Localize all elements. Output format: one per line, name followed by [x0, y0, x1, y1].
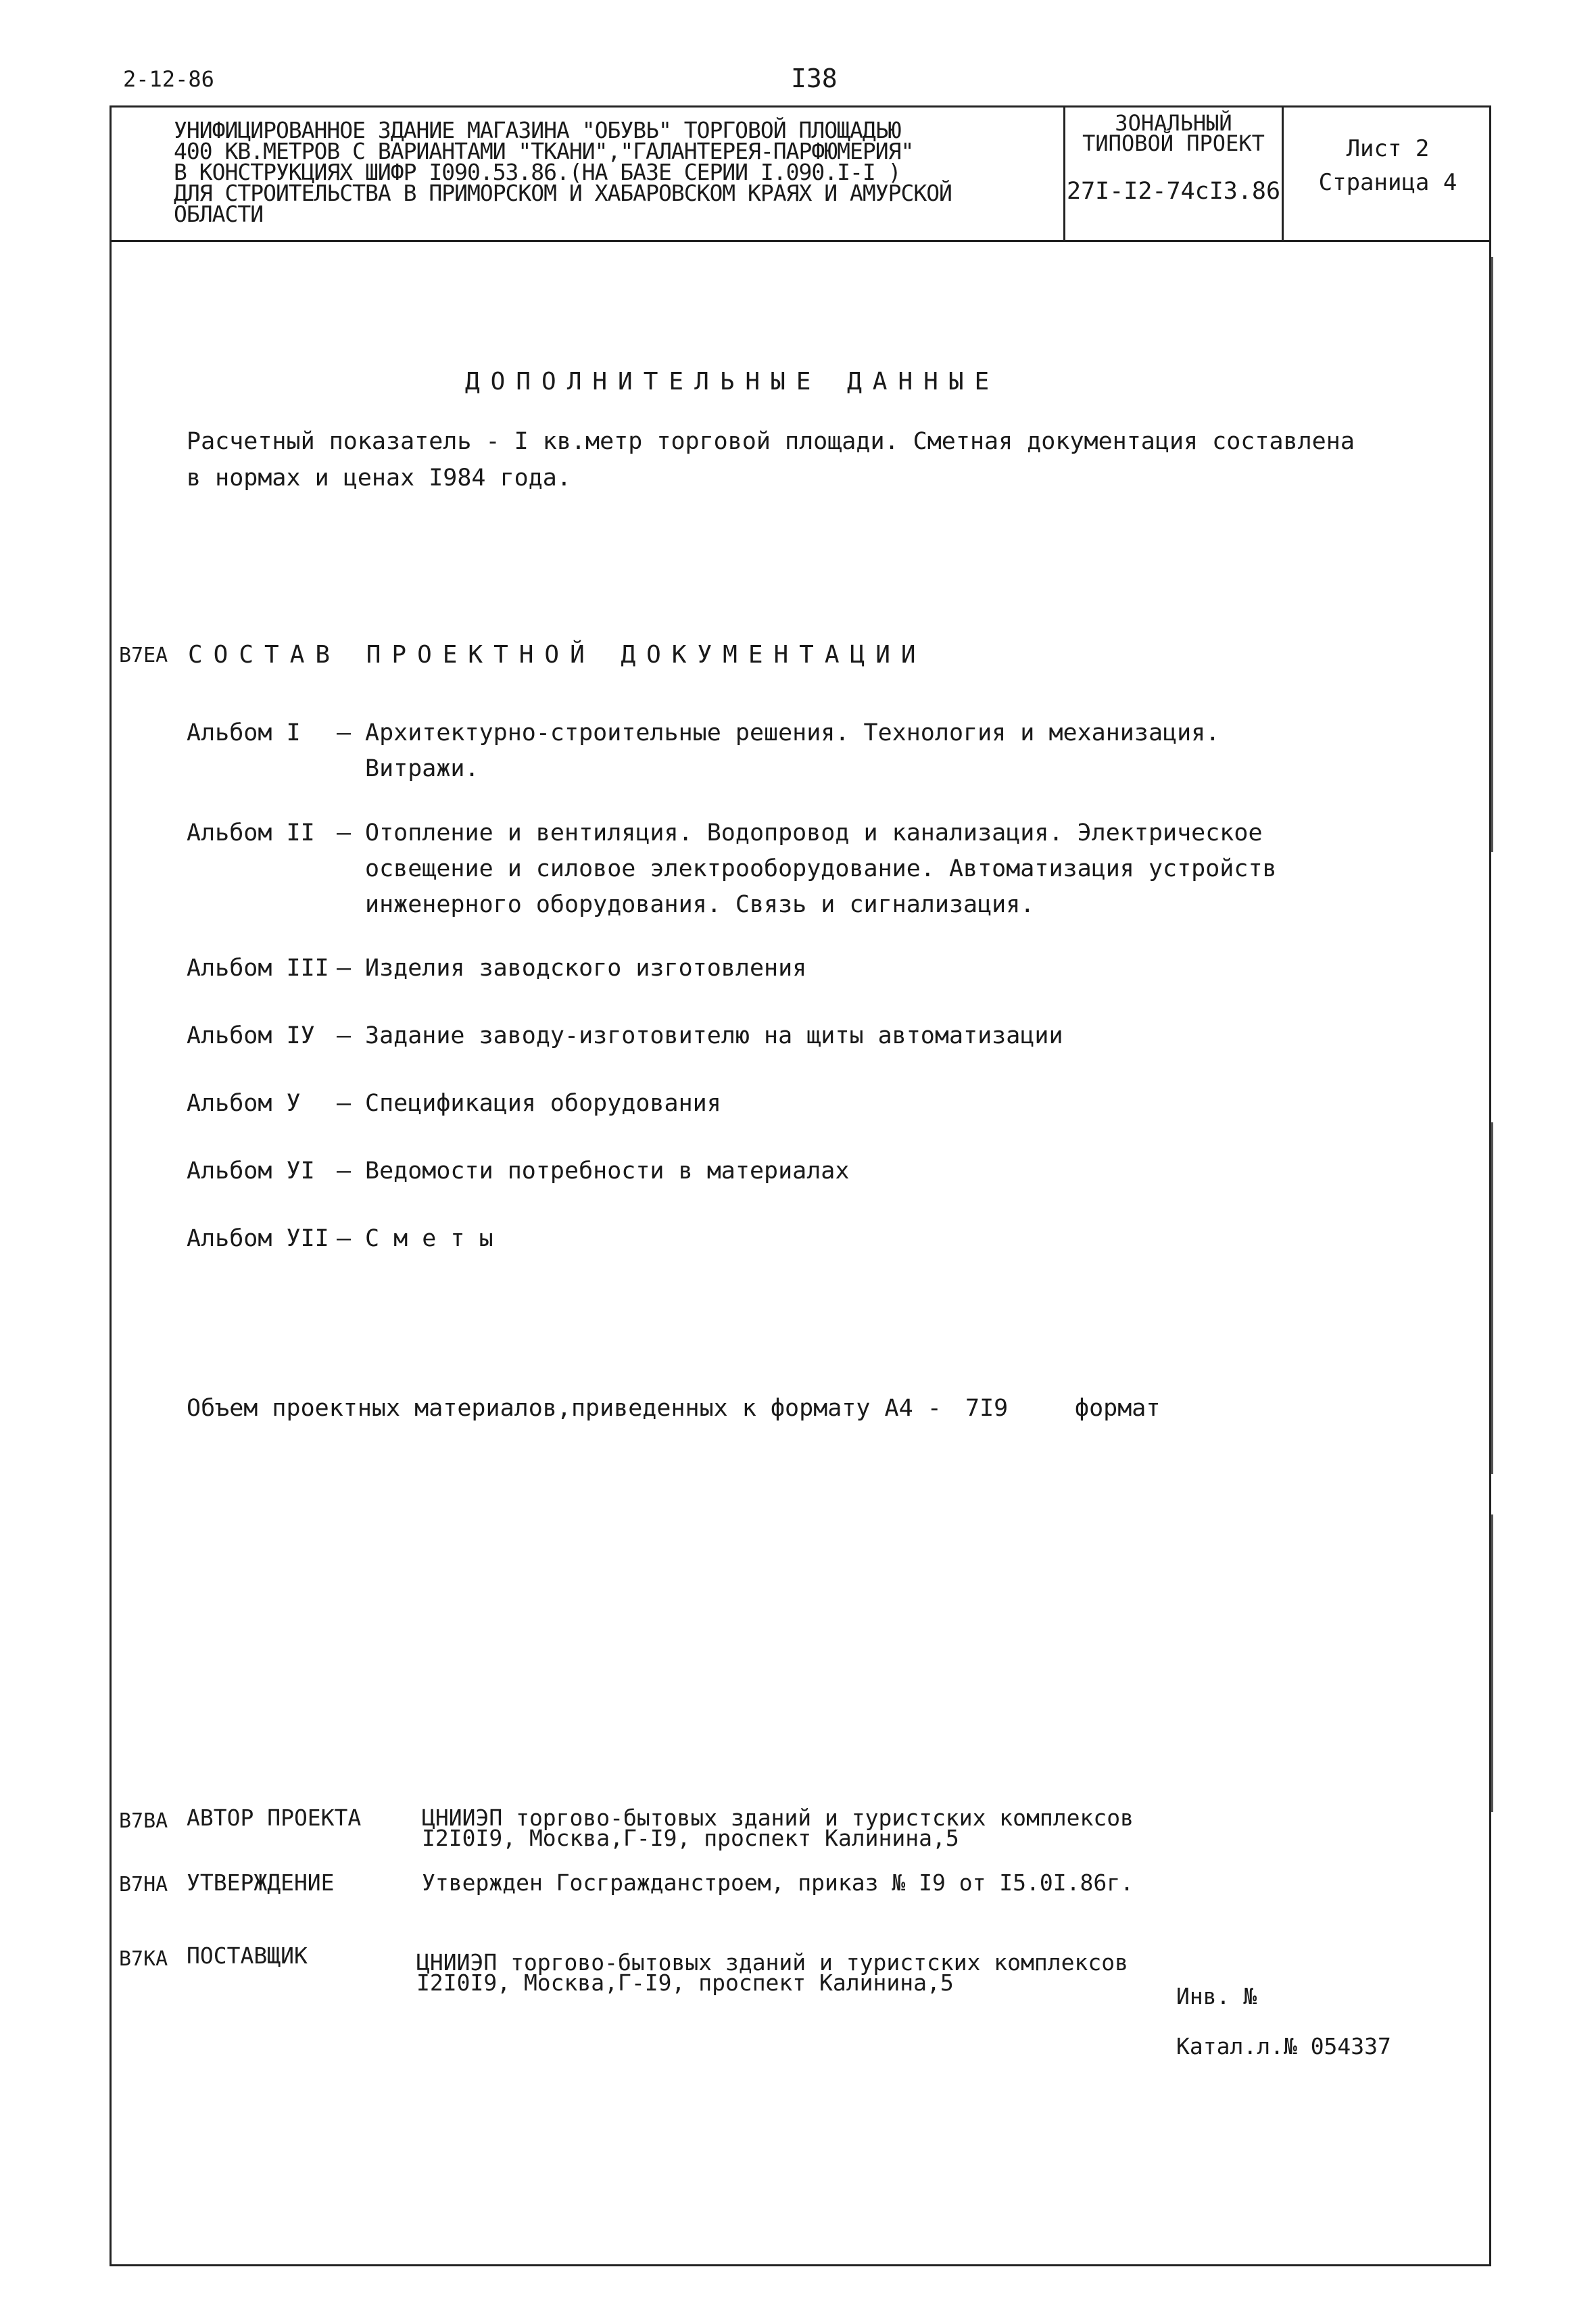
page-number: I38: [791, 64, 838, 93]
dash: –: [337, 819, 352, 846]
catalog-value: 054337: [1310, 2033, 1391, 2059]
composition-heading: СОСТАВ ПРОЕКТНОЙ ДОКУМЕНТАЦИИ: [188, 641, 927, 669]
inventory-label: Инв. №: [1176, 1983, 1257, 2009]
album-description: [365, 1153, 849, 1189]
title-line: В КОНСТРУКЦИЯХ ШИФР I090.53.86.(НА БАЗЕ СЕРИИ I.090.I-I ): [174, 159, 901, 185]
dash: –: [337, 955, 352, 982]
author-line: ЦНИИЭП торгово-бытовых зданий и туристских комплексов: [422, 1805, 1134, 1831]
page-label: Страница 4: [1318, 169, 1457, 196]
project-title: [174, 117, 952, 227]
album-description: [365, 951, 806, 986]
title-block: [112, 108, 1489, 242]
scan-edge-line: [1491, 1122, 1493, 1474]
scan-edge-line: [1491, 1514, 1493, 1812]
zone-line: ЗОНАЛЬНЫЙ: [1115, 110, 1232, 136]
album-line: Задание заводу-изготовителю на щиты автоматизации: [365, 1022, 1063, 1049]
album-line: Ведомости потребности в материалах: [365, 1158, 850, 1185]
sheet-number: Лист 2: [1346, 135, 1430, 162]
album-line: Архитектурно-строительные решения. Технология и механизация.: [365, 719, 1220, 746]
volume-unit: формат: [1075, 1395, 1161, 1422]
additional-text-line: в нормах и ценах I984 года.: [187, 464, 571, 492]
dash: –: [337, 719, 352, 746]
author-organization: [422, 1805, 1134, 1851]
approval-code: В7НА: [119, 1873, 168, 1896]
supplier-line: I2I0I9, Москва,Г-I9, проспект Калинина,5: [416, 1970, 954, 1996]
title-line: 400 КВ.МЕТРОВ С ВАРИАНТАМИ "ТКАНИ","ГАЛАНТЕРЕЯ-ПАРФЮМЕРИЯ": [174, 138, 914, 164]
album-description: [365, 1018, 1063, 1054]
album-description: [365, 815, 1277, 923]
album-description: [365, 1086, 721, 1122]
album-line: инженерного оборудования. Связь и сигнализация.: [365, 891, 1035, 918]
supplier-line: ЦНИИЭП торгово-бытовых зданий и туристских комплексов: [416, 1949, 1128, 1976]
project-code: 27I-I2-74cI3.86: [1067, 178, 1281, 205]
album-line: Витражи.: [365, 755, 479, 782]
author-label: АВТОР ПРОЕКТА: [187, 1805, 362, 1831]
author-code: В7ВА: [119, 1809, 168, 1833]
volume-value: 7I9: [965, 1395, 1009, 1422]
album-label: Альбом УII: [187, 1225, 329, 1252]
album-label: Альбом III: [187, 955, 329, 982]
album-description: [365, 1221, 493, 1257]
zone-line: ТИПОВОЙ ПРОЕКТ: [1082, 130, 1265, 156]
album-line: Спецификация оборудования: [365, 1090, 721, 1117]
volume-text: Объем проектных материалов,приведенных к формату А4 -: [187, 1395, 942, 1422]
zone-label: [1065, 110, 1282, 156]
dash: –: [337, 1225, 352, 1252]
dash: –: [337, 1090, 352, 1117]
additional-data-heading: ДОПОЛНИТЕЛЬНЫЕ ДАННЫЕ: [465, 368, 1000, 396]
title-line: ДЛЯ СТРОИТЕЛЬСТВА В ПРИМОРСКОМ И ХАБАРОВСКОМ КРАЯХ И АМУРСКОЙ: [174, 180, 952, 206]
supplier-organization: [416, 1949, 1128, 1996]
zone-cell: [1063, 108, 1284, 240]
approval-label: УТВЕРЖДЕНИЕ: [187, 1869, 335, 1896]
album-line: освещение и силовое электрооборудование. Автоматизация устройств: [365, 855, 1277, 882]
title-line: УНИФИЦИРОВАННОЕ ЗДАНИЕ МАГАЗИНА "ОБУВЬ" ТОРГОВОЙ ПЛОЩАДЬЮ: [174, 117, 901, 143]
title-line: ОБЛАСТИ: [174, 201, 264, 227]
album-description: [365, 715, 1219, 787]
additional-text-line: Расчетный показатель - I кв.метр торговой площади. Сметная документация составлена: [187, 428, 1355, 455]
supplier-label: ПОСТАВЩИК: [187, 1942, 308, 1969]
composition-code: В7ЕА: [119, 644, 168, 667]
author-line: I2I0I9, Москва,Г-I9, проспект Калинина,5: [422, 1825, 959, 1851]
sheet-cell: [1282, 132, 1493, 199]
album-label: Альбом У: [187, 1090, 301, 1117]
dash: –: [337, 1158, 352, 1185]
album-label: Альбом II: [187, 819, 315, 846]
supplier-code: В7КА: [119, 1947, 168, 1971]
dash: –: [337, 1022, 352, 1049]
album-line: С м е т ы: [365, 1225, 493, 1252]
catalog-label: Катал.л.№: [1176, 2033, 1297, 2059]
album-label: Альбом I: [187, 719, 301, 746]
album-label: Альбом УI: [187, 1158, 315, 1185]
album-line: Изделия заводского изготовления: [365, 955, 807, 982]
corner-date: 2-12-86: [123, 66, 214, 92]
scan-edge-line: [1491, 257, 1493, 852]
catalog-number: [1176, 2033, 1391, 2059]
album-label: Альбом IУ: [187, 1022, 315, 1049]
album-line: Отопление и вентиляция. Водопровод и канализация. Электрическое: [365, 819, 1263, 846]
approval-text: Утвержден Госгражданстроем, приказ № I9 от I5.0I.86г.: [422, 1869, 1134, 1896]
